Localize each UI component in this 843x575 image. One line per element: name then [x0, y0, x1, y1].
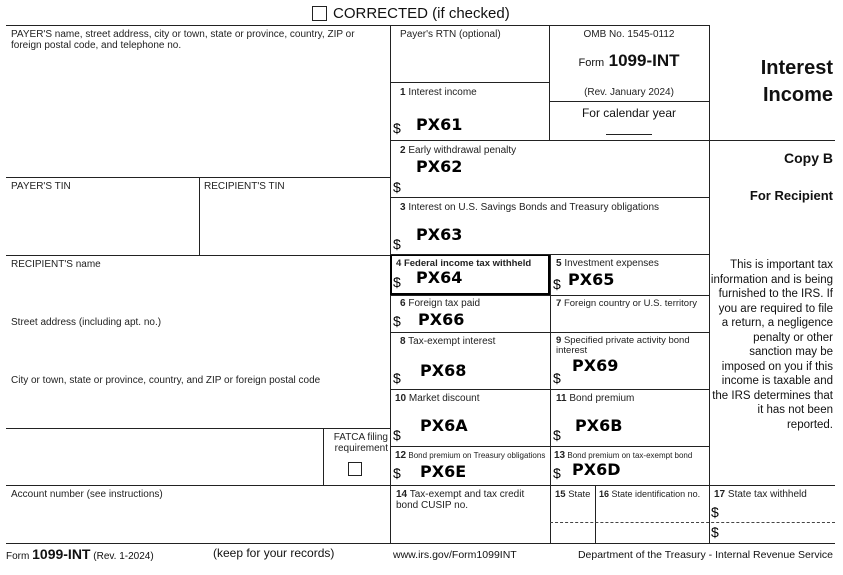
box12-value[interactable]: PX6E: [420, 462, 467, 481]
box9-label: 9 Specified private activity bond interest: [556, 335, 690, 356]
footer-keep: (keep for your records): [213, 546, 335, 560]
box1-label: 1 Interest income: [400, 87, 477, 98]
row1213-bottom: [6, 485, 835, 486]
form-prefix: Form: [578, 57, 605, 69]
calendar-year-label: For calendar year: [581, 106, 677, 120]
row89-bottom: [390, 389, 709, 390]
box4-dollar: $: [393, 274, 401, 290]
box10-value[interactable]: PX6A: [420, 416, 468, 435]
fatca-label: FATCA filing requirement: [333, 432, 388, 454]
payer-rtn-label: Payer's RTN (optional): [400, 29, 501, 40]
box11-value[interactable]: PX6B: [575, 416, 623, 435]
payer-tin-label: PAYER'S TIN: [11, 181, 71, 192]
box6-dollar: $: [393, 313, 401, 329]
box16-label: 16 State identification no.: [599, 489, 701, 499]
state-row-divider: [550, 522, 835, 523]
box9-dollar: $: [553, 370, 561, 386]
box6-label: 6 Foreign tax paid: [400, 298, 481, 309]
omb-number: OMB No. 1545-0112: [583, 29, 675, 40]
account-number-label: Account number (see instructions): [11, 489, 163, 500]
footer-dept: Department of the Treasury - Internal Revenue Service: [577, 549, 833, 561]
box13-dollar: $: [553, 465, 561, 481]
box4-label: 4 Federal income tax withheld: [396, 258, 532, 269]
box6-value[interactable]: PX66: [418, 310, 465, 329]
box-col-divider: [550, 254, 551, 543]
box1-value[interactable]: PX61: [416, 115, 463, 134]
form-bottom-border: [6, 543, 835, 544]
row67-bottom: [390, 332, 709, 333]
copy-b-label: Copy B: [784, 150, 833, 166]
box11-dollar: $: [553, 427, 561, 443]
col-divider-mid: [549, 25, 550, 140]
form-title-interest: Interest: [760, 57, 833, 79]
box11-label: 11 Bond premium: [556, 393, 635, 404]
row45-bottom: [390, 295, 709, 296]
box2-dollar: $: [393, 179, 401, 195]
box3-label: 3 Interest on U.S. Savings Bonds and Treasury obligations: [400, 202, 660, 213]
for-recipient-label: For Recipient: [749, 188, 833, 203]
box12-dollar: $: [393, 465, 401, 481]
payer-block-bottom: [6, 177, 390, 178]
footer-form-prefix: Form: [6, 551, 30, 562]
tin-bottom: [6, 255, 390, 256]
box17-dollar-1: $: [711, 504, 719, 520]
box5-value[interactable]: PX65: [568, 270, 615, 289]
recipient-city-label: City or town, state or province, country, and ZIP or foreign postal code: [11, 375, 321, 386]
recipient-tin-label: RECIPIENT'S TIN: [204, 181, 285, 192]
box1-dollar: $: [393, 120, 401, 136]
form-top-border: [6, 25, 709, 26]
rev-bottom: [549, 101, 709, 102]
corrected-label: CORRECTED (if checked): [333, 5, 510, 22]
box17-label: 17 State tax withheld: [714, 489, 807, 500]
calendar-year-blank: [606, 134, 652, 135]
footer-url: www.irs.gov/Form1099INT: [393, 549, 517, 561]
box17-dollar-2: $: [711, 524, 719, 540]
recipient-street-label: Street address (including apt. no.): [11, 317, 162, 328]
box4-value[interactable]: PX64: [416, 268, 463, 287]
payer-name-label: PAYER'S name, street address, city or town, state or province, country, ZIP or foreign postal code, and telephone no.: [11, 29, 355, 51]
form-name: 1099-INT: [608, 51, 680, 70]
form-title-income: Income: [762, 84, 833, 106]
box2-bottom: [390, 197, 709, 198]
box8-dollar: $: [393, 370, 401, 386]
tin-divider: [199, 177, 200, 255]
box15-label: 15 State: [555, 489, 591, 500]
box10-dollar: $: [393, 427, 401, 443]
box13-label: 13 Bond premium on tax-exempt bond: [554, 450, 693, 461]
rtn-bottom: [390, 82, 549, 83]
recipient-name-label: RECIPIENT'S name: [11, 259, 101, 270]
recipient-block-bottom: [6, 428, 390, 429]
col-divider-right: [709, 25, 710, 140]
corrected-checkbox[interactable]: [312, 6, 327, 21]
box8-value[interactable]: PX68: [420, 361, 467, 380]
box15-divider: [595, 485, 596, 543]
box2-label: 2 Early withdrawal penalty: [400, 145, 517, 156]
footer-form-name: 1099-INT: [32, 546, 91, 562]
box5-label: 5 Investment expenses: [556, 258, 659, 269]
fatca-divider: [323, 428, 324, 485]
form-name-block: [549, 51, 709, 71]
row1011-bottom: [390, 446, 709, 447]
box7-label: 7 Foreign country or U.S. territory: [556, 298, 697, 309]
important-notice: This is important tax information and is being furnished to the IRS. If you are required to file a return, a negligence penalty or other sanction may be imposed on you if this income is taxable and the IRS determines that it has not been reported.: [710, 259, 833, 431]
box5-dollar: $: [553, 276, 561, 292]
box9-value[interactable]: PX69: [572, 356, 619, 375]
box3-dollar: $: [393, 236, 401, 252]
footer-form-id: [6, 546, 154, 562]
box3-value[interactable]: PX63: [416, 225, 463, 244]
footer-rev: (Rev. 1-2024): [93, 551, 154, 562]
box13-value[interactable]: PX6D: [572, 460, 621, 479]
box10-label: 10 Market discount: [395, 393, 480, 404]
box1-bottom: [390, 140, 835, 141]
box8-label: 8 Tax-exempt interest: [400, 336, 496, 347]
fatca-checkbox[interactable]: [348, 462, 362, 476]
box12-label: 12 Bond premium on Treasury obligations: [395, 450, 546, 461]
form-rev: (Rev. January 2024): [584, 87, 674, 98]
box14-label: 14 Tax-exempt and tax credit bond CUSIP no.: [396, 489, 525, 511]
box2-value[interactable]: PX62: [416, 157, 463, 176]
